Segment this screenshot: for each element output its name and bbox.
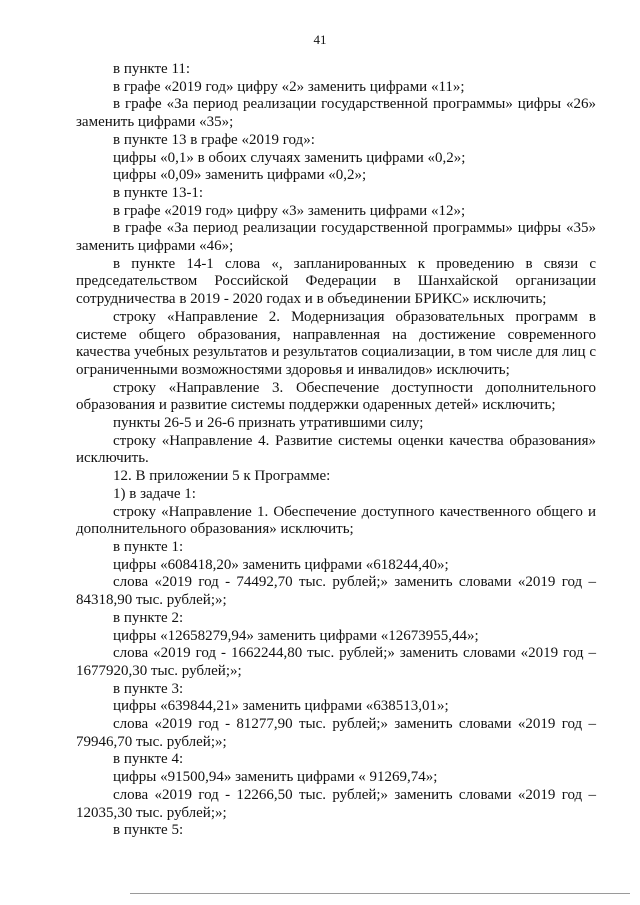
paragraph: в пункте 11: — [113, 61, 191, 77]
paragraph: цифры «0,1» в обоих случаях заменить цифрами «0,2»; — [113, 149, 466, 166]
paragraph: в графе «2019 год» цифру «2» заменить цифрами «11»; — [113, 78, 465, 95]
paragraph: цифры «91500,94» заменить цифрами « 91269,74»; — [113, 769, 438, 786]
paragraph: в пункте 14-1 слова «, запланированных к проведению в связи с председательством Российской Федерации в Шанхайской организации сотрудничества в 2019 - 2020 годах и в объединении БРИКС» исключить; — [76, 255, 596, 308]
paragraph: в пункте 4: — [113, 751, 184, 768]
page-number: 41 — [313, 32, 327, 47]
paragraph: в графе «За период реализации государственной программы» цифры «35» заменить цифрами «46»; — [76, 220, 596, 255]
footer-divider — [130, 893, 630, 894]
paragraph: строку «Направление 3. Обеспечение доступности дополнительного образования и развитие системы поддержки одаренных детей» исключить; — [76, 379, 596, 414]
paragraph: в пункте 5: — [113, 822, 184, 839]
paragraph: в пункте 13 в графе «2019 год»: — [113, 131, 315, 148]
paragraph: цифры «0,09» заменить цифрами «0,2»; — [113, 167, 367, 184]
paragraph: строку «Направление 4. Развитие системы оценки качества образования» исключить. — [76, 432, 596, 467]
paragraph: цифры «12658279,94» заменить цифрами «12673955,44»; — [113, 627, 479, 644]
paragraph: в пункте 3: — [113, 680, 184, 697]
paragraph: цифры «639844,21» заменить цифрами «638513,01»; — [113, 698, 449, 715]
paragraph: в графе «2019 год» цифру «3» заменить цифрами «12»; — [113, 202, 466, 219]
paragraph: строку «Направление 1. Обеспечение доступного качественного общего и дополнительного образования» исключить; — [76, 503, 596, 538]
paragraph: пункты 26-5 и 26-6 признать утратившими силу; — [113, 415, 424, 432]
paragraph: слова «2019 год - 81277,90 тыс. рублей;» заменить словами «2019 год – 79946,70 тыс. рублей;»; — [76, 716, 596, 750]
paragraph: 1) в задаче 1: — [113, 485, 196, 502]
paragraph: строку «Направление 2. Модернизация образовательных программ в системе общего образования, направленная на достижение современного качества учебных результатов и результатов социализации, в том числе для лиц с ограниченными возможностями здоровья и инвалидов» исключить; — [76, 308, 596, 378]
paragraph: в пункте 1: — [113, 538, 184, 555]
document-body — [76, 61, 596, 840]
paragraph: цифры «608418,20» заменить цифрами «618244,40»; — [113, 556, 449, 573]
paragraph: слова «2019 год - 74492,70 тыс. рублей;» заменить словами «2019 год – 84318,90 тыс. рублей;»; — [76, 574, 596, 609]
paragraph: в графе «За период реализации государственной программы» цифры «26» заменить цифрами «35»; — [76, 96, 596, 131]
paragraph: 12. В приложении 5 к Программе: — [113, 468, 331, 485]
paragraph: слова «2019 год - 1662244,80 тыс. рублей;» заменить словами «2019 год – 1677920,30 тыс. рублей;»; — [76, 645, 596, 679]
paragraph: в пункте 2: — [113, 609, 184, 626]
paragraph: в пункте 13-1: — [113, 184, 204, 201]
paragraph: слова «2019 год - 12266,50 тыс. рублей;» заменить словами «2019 год – 12035,30 тыс. рублей;»; — [76, 786, 596, 821]
